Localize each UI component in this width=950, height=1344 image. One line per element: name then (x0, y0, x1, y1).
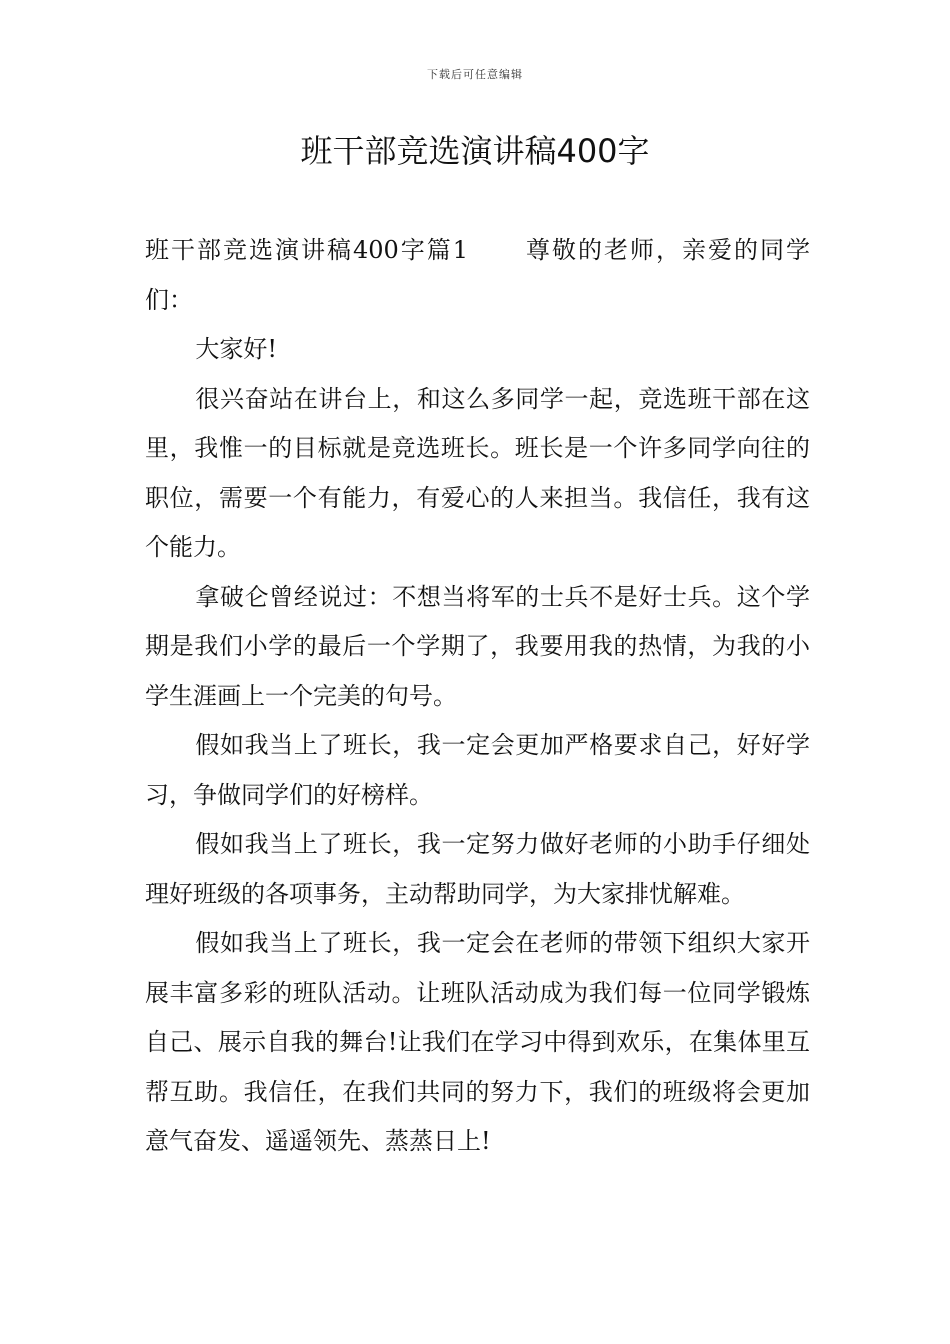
article-heading: 班干部竞选演讲稿400字篇1 (145, 236, 469, 264)
paragraph-intro: 很兴奋站在讲台上，和这么多同学一起，竞选班干部在这里，我惟一的目标就是竞选班长。班长是一个许多同学向往的职位，需要一个有能力，有爱心的人来担当。我信任，我有这个能力。 (145, 384, 810, 561)
article-body (145, 226, 810, 1167)
header-note: 下载后可任意编辑 (427, 68, 523, 81)
paragraph-pledge-study: 假如我当上了班长，我一定会更加严格要求自己，好好学习，争做同学们的好榜样。 (145, 731, 810, 809)
paragraph-pledge-activities: 假如我当上了班长，我一定会在老师的带领下组织大家开展丰富多彩的班队活动。让班队活动成为我们每一位同学锻炼自己、展示自我的舞台!让我们在学习中得到欢乐，在集体里互帮互助。我信任，在我们共同的努力下，我们的班级将会更加意气奋发、遥遥领先、蒸蒸日上! (145, 929, 810, 1155)
paragraph-napoleon: 拿破仑曾经说过：不想当将军的士兵不是好士兵。这个学期是我们小学的最后一个学期了，我要用我的热情，为我的小学生涯画上一个完美的句号。 (145, 582, 810, 710)
document-title: 班干部竞选演讲稿400字 (300, 132, 650, 170)
article-opening (145, 226, 810, 325)
paragraph-pledge-helper: 假如我当上了班长，我一定努力做好老师的小助手仔细处理好班级的各项事务，主动帮助同学，为大家排忧解难。 (145, 830, 810, 908)
paragraph-greeting: 大家好! (195, 335, 278, 363)
salutation: 尊敬的老师，亲爱的同学们： (145, 236, 811, 314)
